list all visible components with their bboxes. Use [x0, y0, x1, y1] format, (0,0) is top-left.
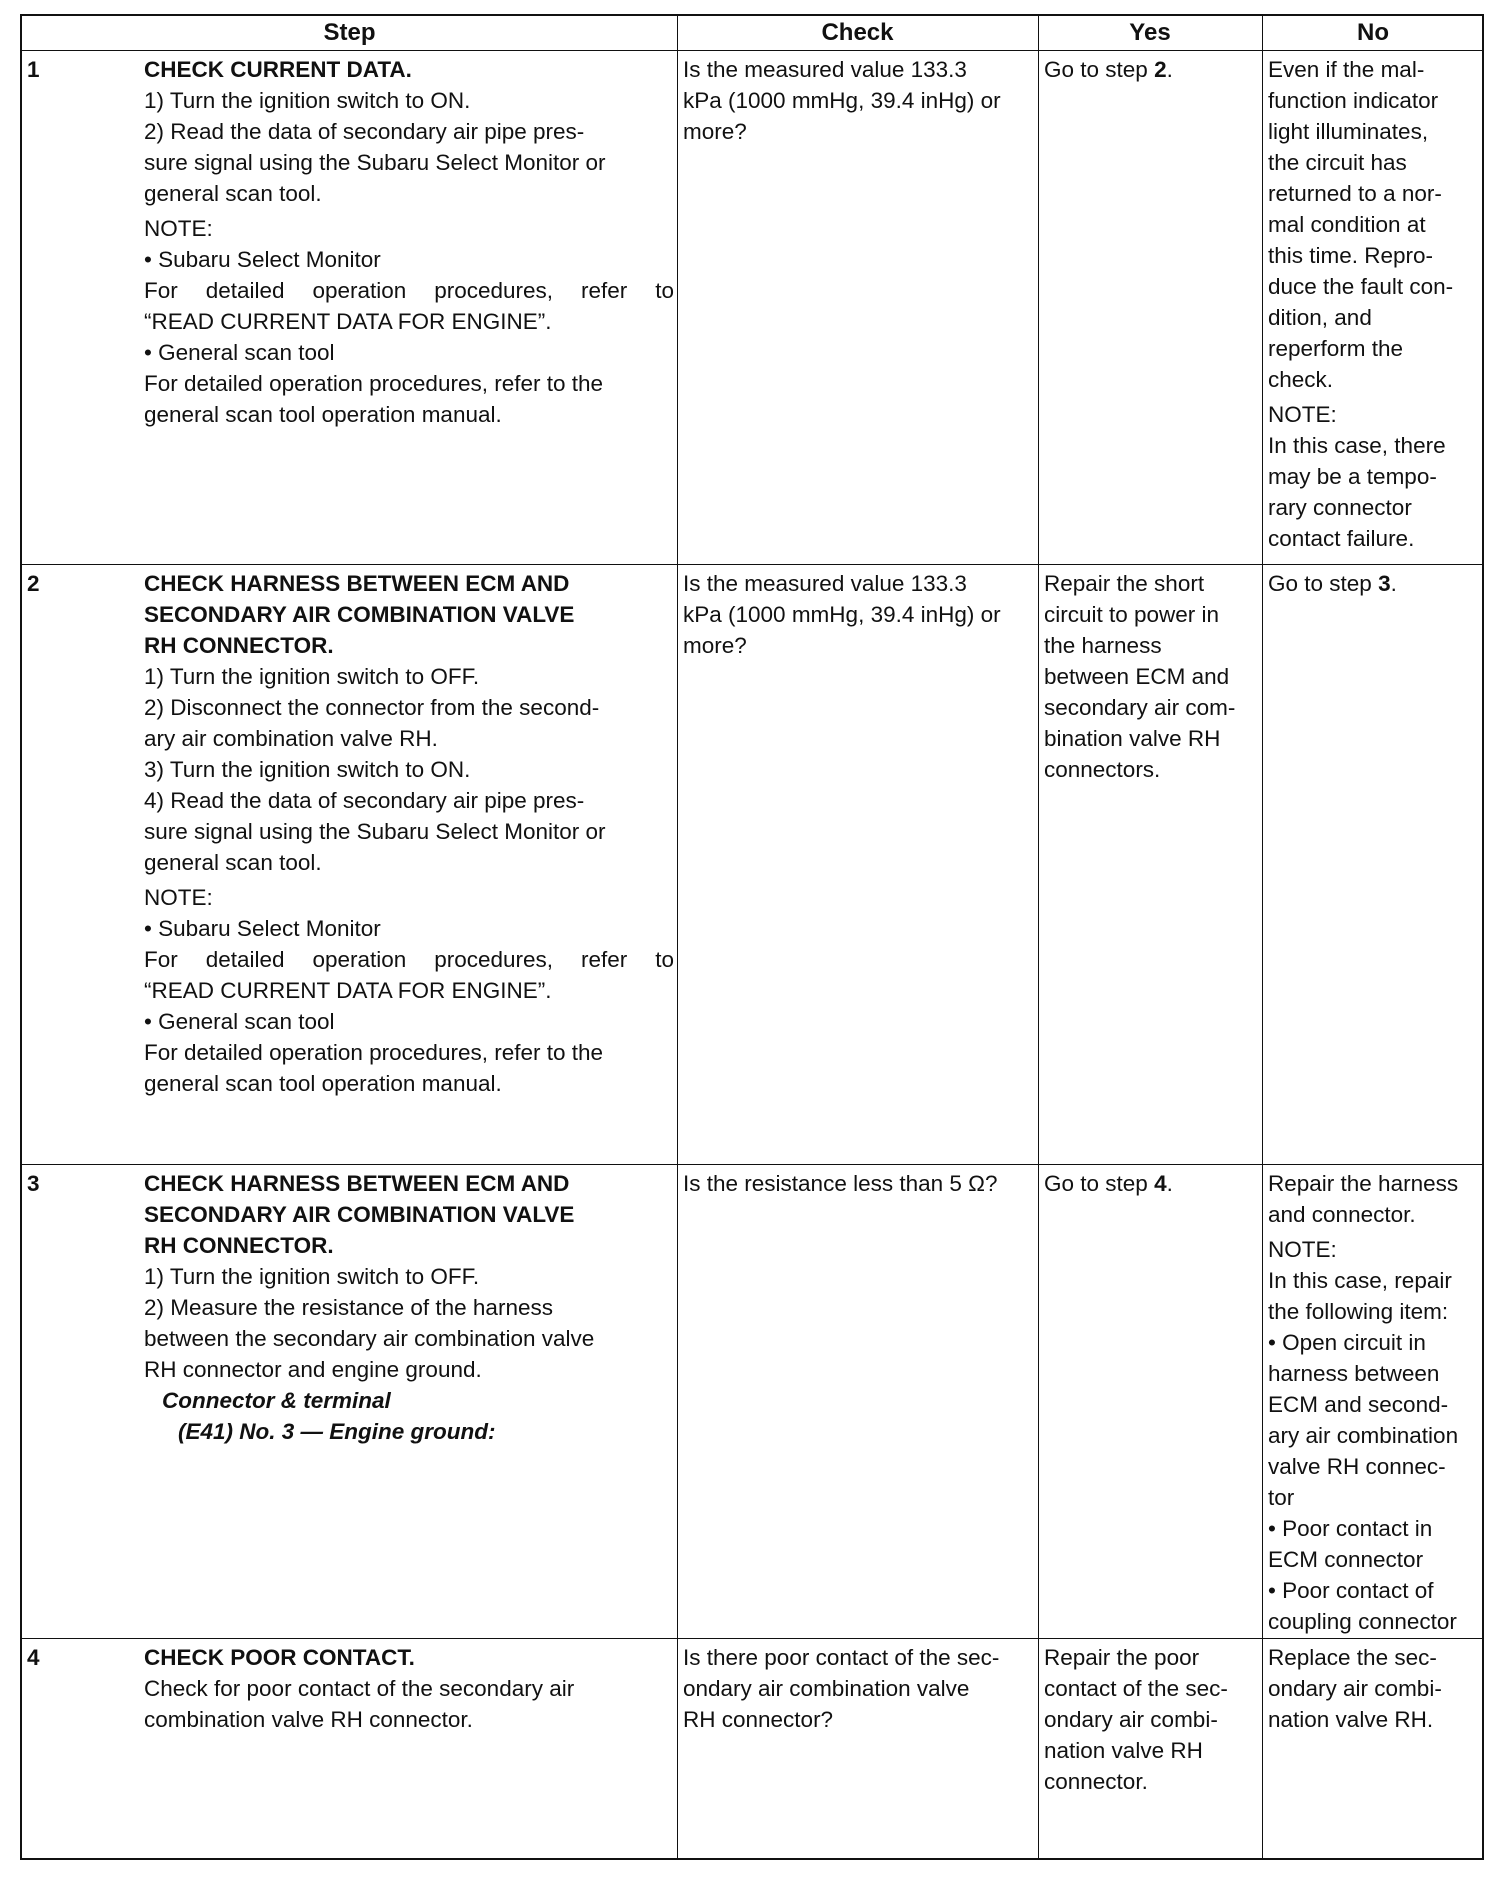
yes-line: connectors. [1044, 757, 1161, 782]
note-line: • Poor contact of [1268, 1578, 1434, 1603]
yes-line: circuit to power in [1044, 602, 1220, 627]
step-instructions [144, 54, 674, 430]
step-ref: 3 [1378, 571, 1391, 596]
step-line: ary air combination valve RH. [144, 726, 438, 751]
step-number: 3 [27, 1171, 40, 1196]
step-title: CHECK POOR CONTACT. [144, 1645, 415, 1670]
note-line: • Open circuit in [1268, 1330, 1426, 1355]
step-line: 1) Turn the ignition switch to OFF. [144, 664, 480, 689]
note-line: general scan tool operation manual. [144, 402, 502, 427]
header-no: No [1357, 19, 1389, 46]
note-line: For detailed operation procedures, refer to [144, 947, 674, 972]
yes-line: Repair the short [1044, 571, 1205, 596]
col-divider [677, 16, 678, 1858]
step-line: 2) Disconnect the connector from the second- [144, 695, 600, 720]
yes-text: Go to step [1044, 1171, 1155, 1196]
step-line: sure signal using the Subaru Select Monitor or [144, 819, 606, 844]
step-line: general scan tool. [144, 181, 322, 206]
check-line: kPa (1000 mmHg, 39.4 inHg) or [683, 88, 1001, 113]
note-line: the following item: [1268, 1299, 1449, 1324]
step-line: 2) Measure the resistance of the harness [144, 1295, 553, 1320]
connector-label: Connector & terminal [162, 1388, 391, 1413]
no-line: dition, and [1268, 305, 1372, 330]
no-line: check. [1268, 367, 1334, 392]
no-action [1268, 568, 1482, 599]
connector-terminal: (E41) No. 3 — Engine ground: [178, 1419, 496, 1444]
note-line: For detailed operation procedures, refer to [144, 278, 674, 303]
step-line: 2) Read the data of secondary air pipe pres- [144, 119, 585, 144]
yes-action [1044, 1168, 1260, 1199]
col-divider [1262, 16, 1263, 1858]
step-number: 1 [27, 57, 40, 82]
row-divider [22, 1164, 1482, 1165]
step-number: 2 [27, 571, 40, 596]
check-line: kPa (1000 mmHg, 39.4 inHg) or [683, 602, 1001, 627]
yes-text: Go to step [1044, 57, 1155, 82]
check-line: Is the measured value 133.3 [683, 57, 967, 82]
check-line: RH connector? [683, 1707, 834, 1732]
note-line: • Subaru Select Monitor [144, 916, 381, 941]
note-label: NOTE: [1268, 1237, 1337, 1262]
no-line: Even if the mal- [1268, 57, 1425, 82]
no-line: the circuit has [1268, 150, 1407, 175]
header-step: Step [323, 19, 376, 46]
no-line: light illuminates, [1268, 119, 1429, 144]
yes-line: between ECM and [1044, 664, 1230, 689]
no-line: Repair the harness [1268, 1171, 1459, 1196]
row-divider [22, 1638, 1482, 1639]
step-line: Check for poor contact of the secondary air [144, 1676, 575, 1701]
check-line: ondary air combination valve [683, 1676, 970, 1701]
no-text: . [1390, 571, 1397, 596]
step-line: 3) Turn the ignition switch to ON. [144, 757, 471, 782]
yes-line: contact of the sec- [1044, 1676, 1228, 1701]
note-line: For detailed operation procedures, refer to the [144, 371, 604, 396]
step-title: CHECK HARNESS BETWEEN ECM AND [144, 571, 570, 596]
note-line: coupling connector [1268, 1609, 1457, 1634]
no-line: this time. Repro- [1268, 243, 1434, 268]
step-instructions [144, 568, 674, 1099]
yes-action [1044, 1642, 1260, 1797]
step-title: CHECK CURRENT DATA. [144, 57, 412, 82]
step-instructions [144, 1168, 674, 1447]
note-label: NOTE: [144, 216, 213, 241]
step-line: 1) Turn the ignition switch to OFF. [144, 1264, 480, 1289]
no-line: Replace the sec- [1268, 1645, 1437, 1670]
col-divider [1038, 16, 1039, 1858]
step-title: SECONDARY AIR COMBINATION VALVE [144, 602, 575, 627]
step-ref: 2 [1154, 57, 1167, 82]
no-line: and connector. [1268, 1202, 1416, 1227]
yes-line: bination valve RH [1044, 726, 1221, 751]
note-line: ary air combination [1268, 1423, 1459, 1448]
yes-line: connector. [1044, 1769, 1148, 1794]
check-question [683, 54, 1035, 147]
step-title: RH CONNECTOR. [144, 633, 334, 658]
note-line: • General scan tool [144, 340, 335, 365]
no-line: nation valve RH. [1268, 1707, 1434, 1732]
no-line: mal condition at [1268, 212, 1426, 237]
note-line: • Poor contact in [1268, 1516, 1433, 1541]
header-check: Check [821, 19, 894, 46]
check-question [683, 568, 1035, 661]
note-line: “READ CURRENT DATA FOR ENGINE”. [144, 978, 552, 1003]
check-question [683, 1642, 1035, 1735]
step-instructions [144, 1642, 674, 1735]
step-ref: 4 [1154, 1171, 1167, 1196]
step-line: between the secondary air combination valve [144, 1326, 595, 1351]
yes-line: nation valve RH [1044, 1738, 1203, 1763]
yes-line: Repair the poor [1044, 1645, 1200, 1670]
no-action [1268, 1168, 1482, 1637]
note-line: rary connector [1268, 495, 1412, 520]
header-yes: Yes [1129, 19, 1171, 46]
yes-line: ondary air combi- [1044, 1707, 1218, 1732]
no-action [1268, 54, 1482, 554]
no-line: reperform the [1268, 336, 1404, 361]
yes-text: . [1166, 57, 1173, 82]
note-line: In this case, there [1268, 433, 1446, 458]
note-line: may be a tempo- [1268, 464, 1437, 489]
note-line: In this case, repair [1268, 1268, 1452, 1293]
yes-action [1044, 54, 1260, 85]
row-divider [22, 564, 1482, 565]
step-number: 4 [27, 1645, 40, 1670]
no-line: ondary air combi- [1268, 1676, 1442, 1701]
yes-line: secondary air com- [1044, 695, 1236, 720]
yes-text: . [1166, 1171, 1173, 1196]
no-line: function indicator [1268, 88, 1439, 113]
no-line: returned to a nor- [1268, 181, 1442, 206]
no-line: duce the fault con- [1268, 274, 1454, 299]
check-line: Is the measured value 133.3 [683, 571, 967, 596]
note-label: NOTE: [144, 885, 213, 910]
note-line: general scan tool operation manual. [144, 1071, 502, 1096]
check-line: Is the resistance less than 5 Ω? [683, 1171, 998, 1196]
note-line: valve RH connec- [1268, 1454, 1446, 1479]
check-line: more? [683, 119, 747, 144]
no-action [1268, 1642, 1482, 1735]
yes-line: the harness [1044, 633, 1162, 658]
check-line: more? [683, 633, 747, 658]
check-line: Is there poor contact of the sec- [683, 1645, 1000, 1670]
note-line: • Subaru Select Monitor [144, 247, 381, 272]
step-title: RH CONNECTOR. [144, 1233, 334, 1258]
step-line: RH connector and engine ground. [144, 1357, 482, 1382]
note-line: ECM and second- [1268, 1392, 1449, 1417]
note-line: ECM connector [1268, 1547, 1424, 1572]
note-line: tor [1268, 1485, 1295, 1510]
no-text: Go to step [1268, 571, 1379, 596]
note-line: • General scan tool [144, 1009, 335, 1034]
row-divider [22, 50, 1482, 51]
note-label: NOTE: [1268, 402, 1337, 427]
step-line: sure signal using the Subaru Select Monitor or [144, 150, 606, 175]
diagnostic-table [20, 14, 1484, 1860]
step-title: SECONDARY AIR COMBINATION VALVE [144, 1202, 575, 1227]
note-line: “READ CURRENT DATA FOR ENGINE”. [144, 309, 552, 334]
step-line: general scan tool. [144, 850, 322, 875]
note-line: harness between [1268, 1361, 1440, 1386]
step-line: combination valve RH connector. [144, 1707, 473, 1732]
note-line: For detailed operation procedures, refer to the [144, 1040, 604, 1065]
yes-action [1044, 568, 1260, 785]
note-line: contact failure. [1268, 526, 1415, 551]
step-title: CHECK HARNESS BETWEEN ECM AND [144, 1171, 570, 1196]
step-line: 1) Turn the ignition switch to ON. [144, 88, 471, 113]
step-line: 4) Read the data of secondary air pipe pres- [144, 788, 585, 813]
check-question [683, 1168, 1035, 1199]
